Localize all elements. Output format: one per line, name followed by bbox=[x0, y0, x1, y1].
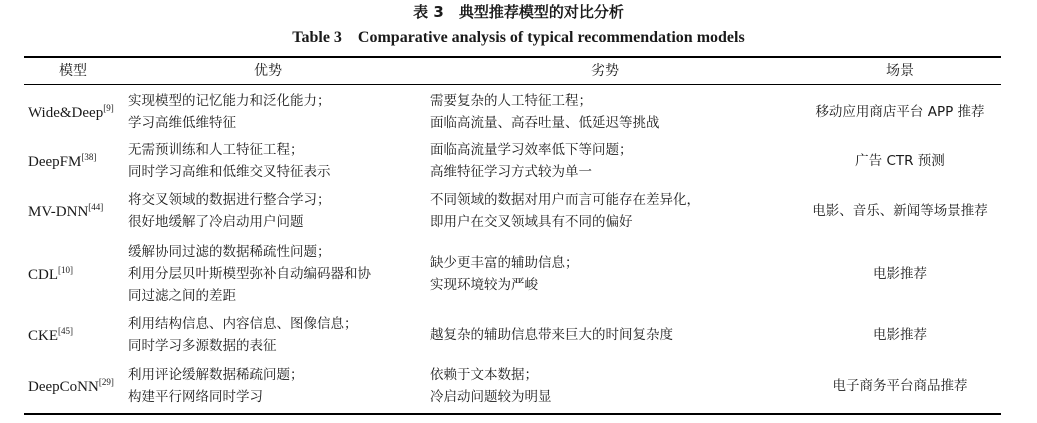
table-caption-cn: 表 3 典型推荐模型的对比分析 bbox=[413, 3, 624, 21]
advantages-cell bbox=[128, 88, 408, 136]
disadvantage-line: 即用户在交叉领域具有不同的偏好 bbox=[430, 214, 633, 230]
advantage-line: 同时学习多源数据的表征 bbox=[128, 338, 277, 354]
disadvantage-line: 越复杂的辅助信息带来巨大的时间复杂度 bbox=[430, 327, 673, 343]
model-name: Wide&Deep bbox=[28, 104, 104, 121]
scenario-cell bbox=[795, 186, 1005, 236]
table-row bbox=[0, 311, 1037, 359]
disadvantage-line: 实现环境较为严峻 bbox=[430, 277, 538, 293]
advantages-cell bbox=[128, 137, 408, 185]
advantage-line: 利用分层贝叶斯模型弥补自动编码器和协 bbox=[128, 266, 371, 282]
model-cell bbox=[28, 88, 118, 136]
model-ref: [38] bbox=[81, 151, 97, 162]
scenario-cell bbox=[795, 137, 1005, 185]
header-scenario: 场景 bbox=[886, 63, 914, 79]
disadvantages-cell bbox=[430, 311, 780, 359]
table-row bbox=[0, 88, 1037, 136]
scenario-text: 电影、音乐、新闻等场景推荐 bbox=[812, 203, 988, 219]
table-row bbox=[0, 238, 1037, 310]
table-row bbox=[0, 186, 1037, 236]
advantages-cell bbox=[128, 311, 408, 359]
disadvantage-line: 高维特征学习方式较为单一 bbox=[430, 164, 592, 180]
scenario-text: 电影推荐 bbox=[873, 327, 927, 343]
scenario-text: 电影推荐 bbox=[873, 266, 927, 282]
advantage-line: 很好地缓解了冷启动用户问题 bbox=[128, 214, 304, 230]
header-rule bbox=[24, 84, 1001, 85]
model-ref: [10] bbox=[58, 264, 73, 275]
model-name: MV-DNN bbox=[28, 203, 89, 220]
advantage-line: 利用结构信息、内容信息、图像信息； bbox=[128, 316, 358, 332]
disadvantages-cell bbox=[430, 137, 780, 185]
model-cell bbox=[28, 137, 118, 185]
table-row bbox=[0, 362, 1037, 410]
advantage-line: 缓解协同过滤的数据稀疏性问题； bbox=[128, 244, 331, 260]
advantage-line: 将交叉领域的数据进行整合学习； bbox=[128, 192, 331, 208]
advantage-line: 同时学习高维和低维交叉特征表示 bbox=[128, 164, 331, 180]
model-ref: [45] bbox=[58, 325, 73, 336]
advantage-line: 无需预训练和人工特征工程； bbox=[128, 142, 304, 158]
disadvantage-line: 需要复杂的人工特征工程； bbox=[430, 93, 592, 109]
scenario-cell bbox=[795, 238, 1005, 310]
disadvantage-line: 缺少更丰富的辅助信息； bbox=[430, 255, 579, 271]
advantage-line: 学习高维低维特征 bbox=[128, 115, 236, 131]
model-cell bbox=[28, 186, 118, 236]
advantage-line: 同过滤之间的差距 bbox=[128, 288, 236, 304]
model-cell bbox=[28, 238, 118, 310]
bottom-rule bbox=[24, 413, 1001, 415]
model-cell bbox=[28, 362, 118, 410]
header-disadvantages: 劣势 bbox=[591, 63, 619, 79]
disadvantage-line: 不同领域的数据对用户而言可能存在差异化， bbox=[430, 192, 700, 208]
model-name: DeepCoNN bbox=[28, 378, 99, 395]
advantage-line: 利用评论缓解数据稀疏问题； bbox=[128, 367, 304, 383]
scenario-text: 移动应用商店平台 APP 推荐 bbox=[815, 104, 985, 120]
top-rule bbox=[24, 56, 1001, 58]
scenario-cell bbox=[795, 88, 1005, 136]
advantages-cell bbox=[128, 362, 408, 410]
header-advantages: 优势 bbox=[254, 63, 282, 79]
disadvantages-cell bbox=[430, 186, 780, 236]
disadvantage-line: 依赖于文本数据； bbox=[430, 367, 538, 383]
model-ref: [44] bbox=[88, 201, 104, 212]
model-ref: [9] bbox=[103, 102, 114, 113]
disadvantages-cell bbox=[430, 88, 780, 136]
disadvantage-line: 面临高流量学习效率低下等问题； bbox=[430, 142, 633, 158]
table-caption-en: Table 3 Comparative analysis of typical recommendation models bbox=[292, 29, 745, 46]
model-ref: [29] bbox=[98, 376, 114, 387]
table-row bbox=[0, 137, 1037, 185]
advantages-cell bbox=[128, 186, 408, 236]
disadvantage-line: 面临高流量、高吞吐量、低延迟等挑战 bbox=[430, 115, 660, 131]
model-cell bbox=[28, 311, 118, 359]
advantage-line: 实现模型的记忆能力和泛化能力； bbox=[128, 93, 331, 109]
scenario-text: 广告 CTR 预测 bbox=[855, 153, 945, 169]
model-name: CKE bbox=[28, 327, 58, 344]
model-name: CDL bbox=[28, 266, 58, 283]
disadvantages-cell bbox=[430, 362, 780, 410]
header-model: 模型 bbox=[59, 63, 87, 79]
scenario-text: 电子商务平台商品推荐 bbox=[832, 378, 968, 394]
disadvantages-cell bbox=[430, 238, 780, 310]
advantages-cell bbox=[128, 238, 408, 310]
disadvantage-line: 冷启动问题较为明显 bbox=[430, 389, 552, 405]
advantage-line: 构建平行网络同时学习 bbox=[128, 389, 263, 405]
model-name: DeepFM bbox=[28, 153, 82, 170]
scenario-cell bbox=[795, 311, 1005, 359]
scenario-cell bbox=[795, 362, 1005, 410]
